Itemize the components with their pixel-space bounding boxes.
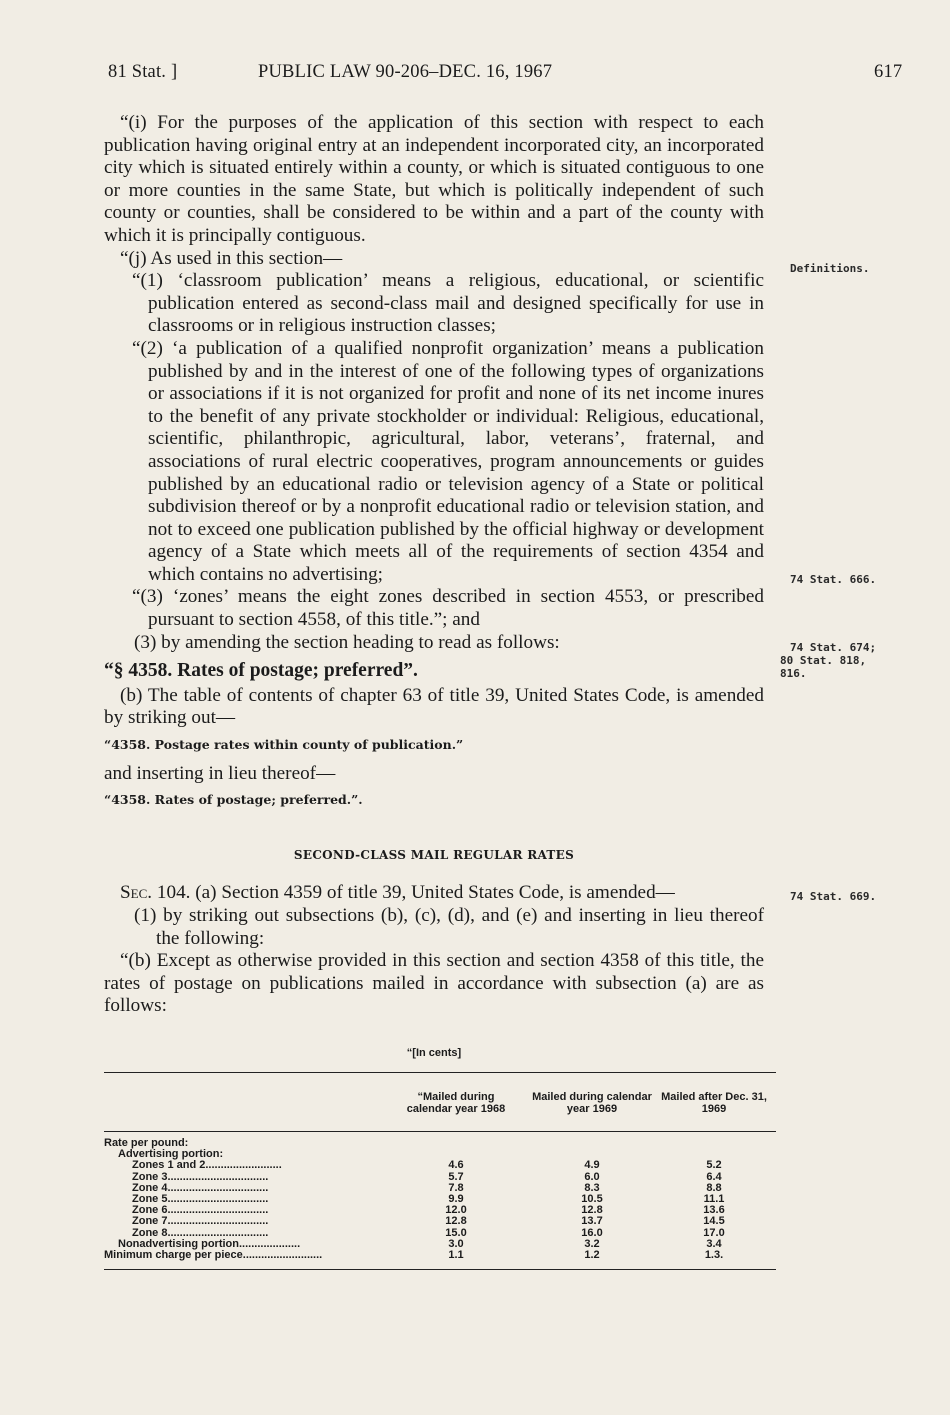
rate-cell: 11.1 <box>703 1192 725 1205</box>
paragraph-j2: “(2) ‘a publication of a qualified nonprofit organization’ means a publication published by and in the interest of one of the following types of organizations or associations if it is not organized for profit and none of its net income inures to the benefit of any private stockholder or individual: Religious, educational, scientific, philanthropic, agricultural, labor, veterans’, fraternal, and associations of rural electric cooperatives, program announcements or guides published by an educational radio or television agency of a State or political subdivision thereof or by a nonprofit educational radio or television station, and not to exceed one publication published by the official highway or development agency of a State which meets all of the requirements of section 4354 and which contains no advertising; <box>132 337 764 585</box>
row-label: Zone 6................................. <box>132 1204 269 1217</box>
rate-cell: 4.9 <box>584 1159 600 1172</box>
paragraph-j3: “(3) ‘zones’ means the eight zones described in section 4553, or prescribed pursuant to section 4558, of this title.”; and <box>132 586 764 631</box>
header-title: PUBLIC LAW 90-206–DEC. 16, 1967 <box>258 62 553 82</box>
rate-cell: 3.2 <box>584 1237 600 1250</box>
paragraph-b2: “(b) Except as otherwise provided in this section and section 4358 of this title, the rates of postage on publications mailed in accordance with subsection (a) are as follows: <box>104 950 764 1017</box>
row-label: Zone 4................................. <box>132 1181 269 1194</box>
table-header <box>104 1073 776 1132</box>
row-label: Zones 1 and 2......................... <box>132 1159 282 1172</box>
rates-table <box>104 1072 776 1270</box>
rate-cell: 14.5 <box>703 1215 725 1228</box>
row-label: Zone 3................................. <box>132 1170 269 1183</box>
strike-out-text: “4358. Postage rates within county of publication.” <box>104 737 464 753</box>
rate-cell: 9.9 <box>448 1192 464 1205</box>
row-label: Rate per pound: <box>104 1137 189 1149</box>
margin-note-stat-674 <box>780 641 877 680</box>
margin-note-stat-674-line2: 80 Stat. 818, <box>780 654 867 667</box>
paragraph-sub1: (1) by striking out subsections (b), (c), (d), and (e) and inserting in lieu thereof the following: <box>134 905 764 949</box>
body-text <box>104 112 764 1018</box>
rate-cell: 12.8 <box>445 1215 467 1228</box>
rate-cell: 5.2 <box>706 1159 722 1172</box>
table-row <box>104 1228 776 1239</box>
paragraph-insert: and inserting in lieu thereof— <box>104 762 336 784</box>
rate-cell: 1.2 <box>584 1248 600 1261</box>
paragraph-j: “(j) As used in this section— <box>120 247 343 269</box>
table-caption: “[In cents] <box>406 1047 462 1059</box>
rate-cell: 1.1 <box>448 1248 464 1261</box>
header-statute-ref: 81 Stat. ] <box>108 62 178 82</box>
margin-note-stat-669: 74 Stat. 669. <box>790 890 877 903</box>
paragraph-i: “(i) For the purposes of the application of this section with respect to each publication having original entry at an independent incorporated city, an incorporated city which is situated entirely within a county, or which is situated contiguous to one or more counties in the same State, but which is politically independent of such county or counties, shall be considered to be within and a part of the county with which it is principally contiguous. <box>104 112 764 246</box>
rate-cell: 3.0 <box>448 1237 464 1250</box>
rate-cell: 10.5 <box>581 1192 603 1205</box>
paragraph-a3: (3) by amending the section heading to read as follows: <box>134 631 560 653</box>
section-label: Sec. <box>120 882 153 904</box>
row-label: Zone 5................................. <box>132 1192 269 1205</box>
insert-text: “4358. Rates of postage; preferred.”. <box>104 792 363 808</box>
section-104 <box>104 882 764 905</box>
rate-cell: 15.0 <box>445 1226 467 1239</box>
section-104-text: 104. (a) Section 4359 of title 39, United States Code, is amended— <box>156 882 675 904</box>
row-label: Advertising portion: <box>118 1148 224 1161</box>
rate-cell: 6.4 <box>706 1170 722 1183</box>
rate-cell: 4.6 <box>448 1159 464 1172</box>
margin-note-stat-674-line1: 74 Stat. 674; <box>790 641 877 654</box>
table-row <box>104 1216 776 1227</box>
margin-note-stat-674-line3: 816. <box>780 667 807 680</box>
rate-cell: 12.8 <box>581 1204 603 1217</box>
paragraph-j1: “(1) ‘classroom publication’ means a religious, educational, or scientific publication entered as second-class mail and designed specifically for use in classrooms or in religious instruction classes; <box>132 270 764 337</box>
row-label: Zone 8................................. <box>132 1226 269 1239</box>
rate-cell: 3.4 <box>706 1237 722 1250</box>
rate-cell: 13.6 <box>703 1204 725 1217</box>
row-label: Nonadvertising portion.................... <box>118 1237 301 1250</box>
rate-cell: 13.7 <box>581 1215 603 1228</box>
rate-cell: 8.8 <box>706 1181 722 1194</box>
rate-cell: 6.0 <box>584 1170 600 1183</box>
row-label: Zone 7................................. <box>132 1215 269 1228</box>
page-number: 617 <box>874 62 903 82</box>
rate-cell: 7.8 <box>448 1181 464 1194</box>
rate-cell: 12.0 <box>445 1204 467 1217</box>
margin-note-stat-666: 74 Stat. 666. <box>790 573 877 586</box>
rate-cell: 1.3. <box>704 1248 724 1261</box>
rate-cell: 8.3 <box>584 1181 600 1194</box>
rate-cell: 17.0 <box>703 1226 725 1239</box>
rate-cell: 16.0 <box>581 1226 603 1239</box>
paragraph-b: (b) The table of contents of chapter 63 of title 39, United States Code, is amended by striking out— <box>104 684 764 729</box>
rate-cell: 5.7 <box>448 1170 464 1183</box>
center-heading: SECOND-CLASS MAIL REGULAR RATES <box>293 847 575 862</box>
row-label: Minimum charge per piece.......................... <box>104 1248 323 1261</box>
column-header-1968: “Mailed during calendar year 1968 <box>406 1091 506 1115</box>
column-header-1969: Mailed during calendar year 1969 <box>532 1091 652 1115</box>
table-body <box>104 1132 776 1269</box>
section-heading-4358: “§ 4358. Rates of postage; preferred”. <box>104 660 418 682</box>
column-header-after-1969: Mailed after Dec. 31, 1969 <box>661 1091 767 1115</box>
margin-note-definitions: Definitions. <box>790 262 870 275</box>
table-row <box>104 1250 776 1261</box>
table-row <box>104 1160 776 1171</box>
